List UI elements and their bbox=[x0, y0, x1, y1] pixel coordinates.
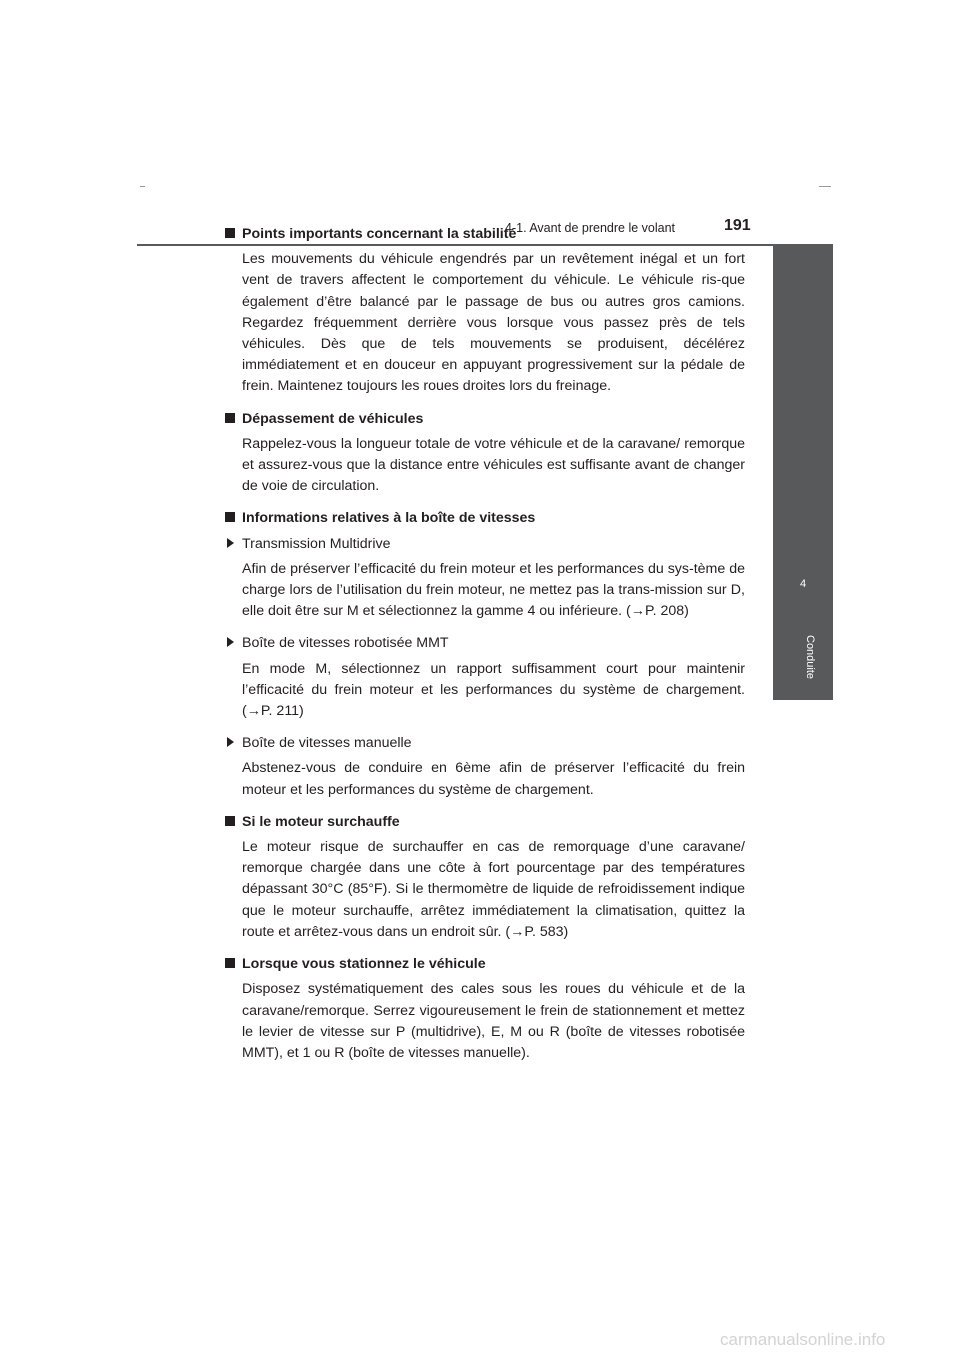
subsection-paragraph: Abstenez-vous de conduire en 6ème afin de préserver l’efficacité du frein moteur et les performances du système de chargement. bbox=[242, 760, 745, 798]
square-bullet-icon bbox=[225, 413, 235, 423]
subsection-paragraph: Afin de préserver l’efficacité du frein moteur et les performances du sys-tème de charge lors de l’utilisation du frein moteur, ne mettez pas la trans-mission sur D, elle doit être sur M et sélectionnez la gamme 4 ou inférieure. (→P. 208) bbox=[242, 560, 745, 620]
section-heading-text: Si le moteur surchauffe bbox=[242, 813, 400, 830]
section-heading-text: Dépassement de véhicules bbox=[242, 410, 424, 427]
square-bullet-icon bbox=[225, 816, 235, 826]
triangle-bullet-icon bbox=[227, 737, 234, 747]
section-heading bbox=[225, 409, 745, 430]
subsection-title: Transmission Multidrive bbox=[242, 535, 391, 552]
chapter-header: 4-1. Avant de prendre le volant bbox=[505, 221, 676, 235]
section-heading-text: Lorsque vous stationnez le véhicule bbox=[242, 956, 486, 973]
page-number: 191 bbox=[724, 217, 751, 234]
subsection-paragraph: En mode M, sélectionnez un rapport suffisamment court pour maintenir l’efficacité du frein moteur et les performances du système de chargement. (→P. 211) bbox=[242, 660, 745, 720]
subsection-title: Boîte de vitesses robotisée MMT bbox=[242, 635, 449, 652]
section-heading bbox=[225, 812, 745, 833]
square-bullet-icon bbox=[225, 228, 235, 238]
page-content bbox=[225, 224, 745, 1075]
watermark: carmanualsonline.info bbox=[720, 1330, 886, 1349]
section-paragraph: Rappelez-vous la longueur totale de votre véhicule et de la caravane/ remorque et assurez-vous que la distance entre véhicules est suffisante avant de changer de voie de circulation. bbox=[242, 435, 745, 495]
section-heading bbox=[225, 954, 745, 975]
square-bullet-icon bbox=[225, 512, 235, 522]
subsection-heading bbox=[227, 733, 745, 754]
crop-mark-right bbox=[819, 186, 831, 187]
subsection-heading bbox=[227, 633, 745, 654]
section-heading bbox=[225, 224, 745, 245]
triangle-bullet-icon bbox=[227, 637, 234, 647]
subsection-heading bbox=[227, 534, 745, 555]
square-bullet-icon bbox=[225, 958, 235, 968]
crop-mark-left bbox=[140, 186, 145, 187]
subsection-title: Boîte de vitesses manuelle bbox=[242, 735, 412, 752]
section-heading-text: Points importants concernant la stabilité bbox=[242, 226, 517, 242]
side-tab-upper bbox=[773, 246, 833, 562]
side-tab-number-box bbox=[773, 562, 833, 622]
chapter-label: Conduite bbox=[804, 634, 816, 680]
section-heading bbox=[225, 508, 745, 529]
section-paragraph: Le moteur risque de surchauffer en cas de remorquage d’une caravane/ remorque chargée dans une côte à fort pourcentage par des températures dépassant 30°C (85°F). Si le thermomètre de liquide de refroidissement indique que le moteur surchauffe, arrêtez immédiatement la climatisation, quittez la route et arrêtez-vous dans un endroit sûr. (→P. 583) bbox=[242, 839, 745, 940]
section-paragraph: Les mouvements du véhicule engendrés par un revêtement inégal et un fort vent de travers affectent le comportement du véhicule. Le véhicule ris-que également d’être balancé par le passage de bus ou autres gros camions. Regardez fréquemment derrière vous lorsque vous passez près de tels véhicules. Dès que de tels mouvements se produisent, décélérez immédiatement et en douceur en appuyant progressivement sur la pédale de frein. Maintenez toujours les roues droites lors du freinage. bbox=[242, 251, 745, 395]
section-paragraph: Disposez systématiquement des cales sous les roues du véhicule et de la caravane/remorque. Serrez vigoureusement le frein de stationnement et mettez le levier de vitesse sur P (multidrive), E, M ou R (boîte de vitesses robotisée MMT), et 1 ou R (boîte de vitesses manuelle). bbox=[242, 981, 745, 1061]
chapter-number: 4 bbox=[799, 578, 807, 590]
section-heading-text: Informations relatives à la boîte de vitesses bbox=[242, 510, 536, 527]
triangle-bullet-icon bbox=[227, 538, 234, 548]
